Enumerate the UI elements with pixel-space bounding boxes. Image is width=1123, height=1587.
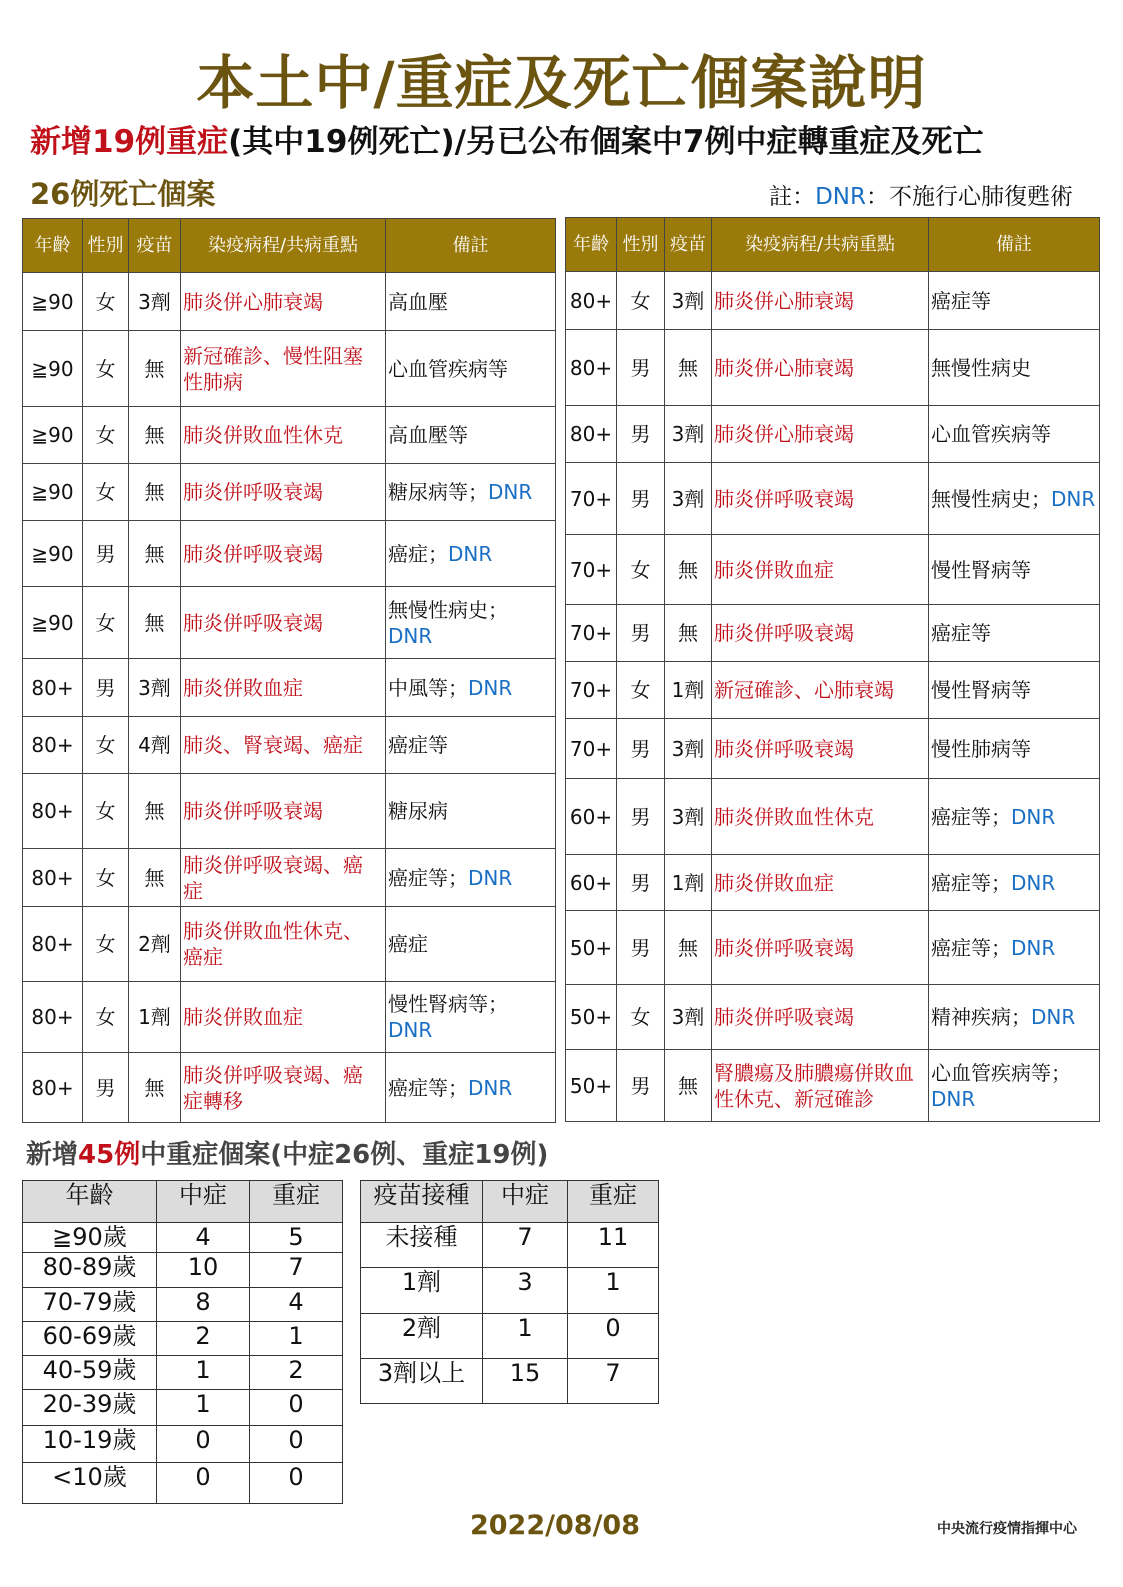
table-row xyxy=(566,1050,1100,1122)
table-row xyxy=(566,605,1100,662)
column-header: 性別 xyxy=(83,219,129,273)
course-cell: 肺炎併呼吸衰竭 xyxy=(712,911,929,985)
table-row xyxy=(23,464,556,521)
table-row xyxy=(566,779,1100,855)
sex-cell: 男 xyxy=(617,605,665,662)
remark-text: 精神疾病； xyxy=(931,1005,1031,1029)
count-cell: 11 xyxy=(568,1223,659,1268)
age-cell: 80+ xyxy=(23,659,83,717)
remark-text: 心血管疾病等 xyxy=(388,356,508,381)
course-cell: 肺炎併敗血性休克、癌症 xyxy=(181,907,386,982)
sex-cell: 女 xyxy=(617,662,665,719)
sex-cell: 男 xyxy=(617,463,665,535)
sex-cell: 女 xyxy=(617,272,665,330)
count-cell: 1 xyxy=(483,1314,568,1359)
sex-cell: 男 xyxy=(617,1050,665,1122)
sec-pre: 新增 xyxy=(26,1140,79,1170)
dnr-label: DNR xyxy=(1011,870,1056,895)
table-row xyxy=(566,985,1100,1050)
row-label: 60-69歲 xyxy=(23,1322,157,1356)
age-cell: ≧90 xyxy=(23,521,83,587)
column-header: 染疫病程/共病重點 xyxy=(181,219,386,273)
table-row xyxy=(23,1288,343,1322)
column-header: 重症 xyxy=(568,1181,659,1223)
remark-text: 癌症等； xyxy=(931,804,1011,829)
remark-cell xyxy=(929,406,1100,463)
sex-cell: 女 xyxy=(83,464,129,521)
column-header: 疫苗接種 xyxy=(361,1181,483,1223)
column-header: 染疫病程/共病重點 xyxy=(712,218,929,272)
sex-cell: 女 xyxy=(83,587,129,659)
age-table xyxy=(22,1180,343,1504)
dnr-label: DNR xyxy=(468,1075,513,1100)
count-cell: 0 xyxy=(250,1426,343,1463)
sex-cell: 男 xyxy=(617,911,665,985)
page-title: 本土中/重症及死亡個案說明 xyxy=(196,49,927,117)
age-cell: 60+ xyxy=(566,855,617,911)
course-cell: 肺炎併心肺衰竭 xyxy=(181,273,386,331)
remark-text: 中風等； xyxy=(388,675,468,700)
row-label: 20-39歲 xyxy=(23,1390,157,1426)
vaccine-cell: 3劑 xyxy=(665,985,712,1050)
age-cell: ≧90 xyxy=(23,464,83,521)
count-cell: 7 xyxy=(483,1223,568,1268)
sex-cell: 女 xyxy=(617,985,665,1050)
sex-cell: 男 xyxy=(617,855,665,911)
table-row xyxy=(23,1223,343,1253)
sex-cell: 女 xyxy=(83,407,129,464)
vaccine-cell: 1劑 xyxy=(665,662,712,719)
remark-text: 癌症等 xyxy=(931,621,991,645)
age-cell: ≧90 xyxy=(23,587,83,659)
remark-cell xyxy=(386,717,556,774)
row-label: 80-89歲 xyxy=(23,1253,157,1288)
remark-text: 糖尿病 xyxy=(388,799,448,823)
table-row xyxy=(566,855,1100,911)
remark-cell xyxy=(386,849,556,907)
vaccine-cell: 無 xyxy=(129,774,181,849)
course-cell: 肺炎併心肺衰竭 xyxy=(712,406,929,463)
age-cell: 70+ xyxy=(566,535,617,605)
column-header: 重症 xyxy=(250,1181,343,1223)
course-cell: 肺炎併敗血症 xyxy=(181,659,386,717)
count-cell: 15 xyxy=(483,1359,568,1404)
sex-cell: 女 xyxy=(83,849,129,907)
remark-text: 高血壓等 xyxy=(388,423,468,447)
course-cell: 肺炎併呼吸衰竭、癌症 xyxy=(181,849,386,907)
table-row xyxy=(23,717,556,774)
remark-cell xyxy=(386,273,556,331)
remark-cell xyxy=(929,985,1100,1050)
deaths-table-right xyxy=(565,217,1100,1122)
vaccine-cell: 無 xyxy=(129,1053,181,1123)
row-label: 2劑 xyxy=(361,1314,483,1359)
sec-post: 中重症個案(中症26例、重症19例) xyxy=(140,1140,549,1170)
date: 2022/08/08 xyxy=(469,1510,640,1541)
vaccine-cell: 無 xyxy=(129,464,181,521)
column-header: 備註 xyxy=(386,219,556,273)
table-row xyxy=(566,272,1100,330)
age-cell: ≧90 xyxy=(23,407,83,464)
age-cell: 60+ xyxy=(566,779,617,855)
sec-count: 45例 xyxy=(78,1140,141,1170)
table-row xyxy=(23,521,556,587)
table-row xyxy=(23,982,556,1053)
sex-cell: 女 xyxy=(617,535,665,605)
remark-cell xyxy=(929,855,1100,911)
table-row xyxy=(23,1322,343,1356)
sex-cell: 女 xyxy=(83,717,129,774)
age-cell: 50+ xyxy=(566,985,617,1050)
table-row xyxy=(23,1053,556,1123)
course-cell: 肺炎併敗血症 xyxy=(712,855,929,911)
remark-text: 無慢性病史； xyxy=(388,597,508,622)
table-row xyxy=(23,1253,343,1288)
vaccine-cell: 無 xyxy=(129,331,181,407)
count-cell: 10 xyxy=(157,1253,250,1288)
table-row xyxy=(566,330,1100,406)
table-row xyxy=(23,331,556,407)
remark-text: 無慢性病史 xyxy=(931,355,1031,380)
sex-cell: 男 xyxy=(83,521,129,587)
course-cell: 肺炎併敗血症 xyxy=(181,982,386,1053)
remark-cell xyxy=(386,464,556,521)
table-row xyxy=(361,1268,659,1314)
remark-cell xyxy=(386,907,556,982)
course-cell: 肺炎併心肺衰竭 xyxy=(712,272,929,330)
dnr-label: DNR xyxy=(388,1018,433,1042)
column-header: 中症 xyxy=(157,1181,250,1223)
remark-cell xyxy=(929,662,1100,719)
course-cell: 肺炎併呼吸衰竭 xyxy=(712,985,929,1050)
sex-cell: 男 xyxy=(83,1053,129,1123)
count-cell: 3 xyxy=(483,1268,568,1314)
count-cell: 0 xyxy=(157,1426,250,1463)
dnr-note xyxy=(769,178,1073,211)
vaccine-cell: 3劑 xyxy=(129,659,181,717)
deaths-table-left xyxy=(22,218,556,1123)
course-cell: 腎膿瘍及肺膿瘍併敗血性休克、新冠確診 xyxy=(712,1050,929,1122)
table-row xyxy=(566,406,1100,463)
vaccine-cell: 3劑 xyxy=(665,406,712,463)
count-cell: 8 xyxy=(157,1288,250,1322)
count-cell: 0 xyxy=(157,1463,250,1504)
table-row xyxy=(23,273,556,331)
remark-cell xyxy=(386,1053,556,1123)
sex-cell: 女 xyxy=(83,907,129,982)
row-label: 未接種 xyxy=(361,1223,483,1268)
count-cell: 0 xyxy=(250,1463,343,1504)
remark-text: 無慢性病史； xyxy=(931,486,1051,511)
remark-text: 心血管疾病等； xyxy=(931,1060,1071,1085)
vaccine-cell: 1劑 xyxy=(665,855,712,911)
remark-text: 癌症等； xyxy=(931,870,1011,895)
remark-cell xyxy=(386,982,556,1053)
course-cell: 肺炎併呼吸衰竭 xyxy=(181,587,386,659)
table-row xyxy=(23,407,556,464)
column-header: 備註 xyxy=(929,218,1100,272)
age-cell: 80+ xyxy=(23,774,83,849)
subtitle xyxy=(30,116,984,161)
table-row xyxy=(566,535,1100,605)
table-row xyxy=(23,1390,343,1426)
age-cell: 80+ xyxy=(23,849,83,907)
table-row xyxy=(566,463,1100,535)
table-row xyxy=(23,849,556,907)
count-cell: 1 xyxy=(568,1268,659,1314)
count-cell: 7 xyxy=(568,1359,659,1404)
age-cell: 80+ xyxy=(566,330,617,406)
count-cell: 2 xyxy=(250,1356,343,1390)
vaccine-cell: 無 xyxy=(129,521,181,587)
table-row xyxy=(566,662,1100,719)
vaccine-cell: 無 xyxy=(665,330,712,406)
table-row xyxy=(23,1356,343,1390)
age-cell: ≧90 xyxy=(23,331,83,407)
table-row xyxy=(361,1359,659,1404)
age-cell: 70+ xyxy=(566,463,617,535)
course-cell: 肺炎併呼吸衰竭、癌症轉移 xyxy=(181,1053,386,1123)
vaccine-cell: 無 xyxy=(129,407,181,464)
remark-text: 糖尿病等； xyxy=(388,480,488,504)
course-cell: 肺炎併敗血症 xyxy=(712,535,929,605)
course-cell: 肺炎併呼吸衰竭 xyxy=(712,463,929,535)
age-cell: 80+ xyxy=(566,272,617,330)
remark-text: 高血壓 xyxy=(388,289,448,314)
vaccine-cell: 3劑 xyxy=(665,719,712,779)
age-cell: 50+ xyxy=(566,1050,617,1122)
count-cell: 0 xyxy=(568,1314,659,1359)
table-row xyxy=(23,1463,343,1504)
table-row xyxy=(566,911,1100,985)
sex-cell: 女 xyxy=(83,273,129,331)
remark-text: 癌症等 xyxy=(931,288,991,313)
row-label: 40-59歲 xyxy=(23,1356,157,1390)
sex-cell: 男 xyxy=(617,406,665,463)
count-cell: 4 xyxy=(250,1288,343,1322)
deaths-heading: 26例死亡個案 xyxy=(30,177,216,211)
vaccine-cell: 無 xyxy=(665,1050,712,1122)
age-cell: ≧90 xyxy=(23,273,83,331)
dnr-label: DNR xyxy=(1011,935,1056,960)
row-label: 70-79歲 xyxy=(23,1288,157,1322)
vaccine-cell: 無 xyxy=(665,911,712,985)
remark-text: 癌症等； xyxy=(931,935,1011,960)
column-header: 年齡 xyxy=(566,218,617,272)
vaccine-cell: 無 xyxy=(665,535,712,605)
remark-cell xyxy=(929,911,1100,985)
sex-cell: 女 xyxy=(83,331,129,407)
column-header: 疫苗 xyxy=(665,218,712,272)
row-label: 3劑以上 xyxy=(361,1359,483,1404)
age-cell: 80+ xyxy=(23,907,83,982)
vaccine-cell: 2劑 xyxy=(129,907,181,982)
count-cell: 5 xyxy=(250,1223,343,1253)
age-cell: 80+ xyxy=(566,406,617,463)
table-row xyxy=(361,1314,659,1359)
count-cell: 4 xyxy=(157,1223,250,1253)
remark-cell xyxy=(929,535,1100,605)
dnr-label: DNR xyxy=(468,865,513,890)
age-cell: 80+ xyxy=(23,1053,83,1123)
vaccine-cell: 3劑 xyxy=(665,779,712,855)
note-dnr: DNR xyxy=(815,184,866,210)
age-cell: 70+ xyxy=(566,719,617,779)
vaccine-table xyxy=(360,1180,659,1404)
remark-cell xyxy=(386,774,556,849)
course-cell: 肺炎併敗血性休克 xyxy=(181,407,386,464)
course-cell: 新冠確診、慢性阻塞性肺病 xyxy=(181,331,386,407)
age-cell: 80+ xyxy=(23,982,83,1053)
sex-cell: 女 xyxy=(83,982,129,1053)
remark-cell xyxy=(929,1050,1100,1122)
remark-text: 慢性腎病等； xyxy=(388,992,508,1016)
remark-text: 癌症； xyxy=(388,541,448,566)
remark-text: 癌症等； xyxy=(388,1075,468,1100)
remark-cell xyxy=(386,521,556,587)
dnr-label: DNR xyxy=(1051,486,1096,511)
age-cell: 80+ xyxy=(23,717,83,774)
dnr-label: DNR xyxy=(388,623,433,648)
row-label: <10歲 xyxy=(23,1463,157,1504)
remark-cell xyxy=(929,605,1100,662)
remark-cell xyxy=(386,407,556,464)
table-row xyxy=(566,719,1100,779)
count-cell: 0 xyxy=(250,1390,343,1426)
count-cell: 7 xyxy=(250,1253,343,1288)
age-cell: 70+ xyxy=(566,605,617,662)
dnr-label: DNR xyxy=(931,1086,976,1111)
course-cell: 肺炎、腎衰竭、癌症 xyxy=(181,717,386,774)
column-header: 性別 xyxy=(617,218,665,272)
table-row xyxy=(361,1223,659,1268)
vaccine-cell: 無 xyxy=(129,849,181,907)
course-cell: 肺炎併呼吸衰竭 xyxy=(181,774,386,849)
vaccine-cell: 1劑 xyxy=(129,982,181,1053)
vaccine-cell: 3劑 xyxy=(665,463,712,535)
row-label: 10-19歲 xyxy=(23,1426,157,1463)
age-cell: 70+ xyxy=(566,662,617,719)
count-cell: 1 xyxy=(250,1322,343,1356)
course-cell: 肺炎併呼吸衰竭 xyxy=(181,521,386,587)
column-header: 中症 xyxy=(483,1181,568,1223)
remark-cell xyxy=(929,330,1100,406)
course-cell: 肺炎併呼吸衰竭 xyxy=(712,719,929,779)
sex-cell: 男 xyxy=(617,779,665,855)
dnr-label: DNR xyxy=(1031,1005,1076,1029)
note-text: ：不施行心肺復甦術 xyxy=(866,184,1073,210)
course-cell: 肺炎併敗血性休克 xyxy=(712,779,929,855)
vaccine-cell: 無 xyxy=(665,605,712,662)
column-header: 疫苗 xyxy=(129,219,181,273)
sex-cell: 男 xyxy=(617,330,665,406)
course-cell: 新冠確診、心肺衰竭 xyxy=(712,662,929,719)
remark-cell xyxy=(386,659,556,717)
dnr-label: DNR xyxy=(1011,804,1056,829)
remark-text: 慢性腎病等 xyxy=(931,678,1031,702)
count-cell: 2 xyxy=(157,1322,250,1356)
sex-cell: 男 xyxy=(83,659,129,717)
remark-text: 慢性肺病等 xyxy=(931,736,1031,761)
remark-cell xyxy=(929,779,1100,855)
remark-text: 癌症 xyxy=(388,932,428,956)
vaccine-cell: 3劑 xyxy=(665,272,712,330)
remark-text: 心血管疾病等 xyxy=(931,422,1051,446)
remark-cell xyxy=(929,463,1100,535)
dnr-label: DNR xyxy=(488,480,533,504)
table-row xyxy=(23,659,556,717)
column-header: 年齡 xyxy=(23,219,83,273)
remark-cell xyxy=(929,719,1100,779)
dnr-label: DNR xyxy=(448,541,493,566)
remark-text: 癌症等 xyxy=(388,733,448,757)
table-row xyxy=(23,587,556,659)
remark-cell xyxy=(386,331,556,407)
course-cell: 肺炎併呼吸衰竭 xyxy=(712,605,929,662)
table-row xyxy=(23,774,556,849)
table-row xyxy=(23,1426,343,1463)
remark-cell xyxy=(386,587,556,659)
course-cell: 肺炎併心肺衰竭 xyxy=(712,330,929,406)
vaccine-cell: 3劑 xyxy=(129,273,181,331)
row-label: ≧90歲 xyxy=(23,1223,157,1253)
section-heading-cases xyxy=(26,1134,548,1171)
subtitle-rest: (其中19例死亡)/另已公布個案中7例中症轉重症及死亡 xyxy=(228,124,984,160)
organization: 中央流行疫情指揮中心 xyxy=(937,1521,1077,1537)
subtitle-highlight: 新增19例重症 xyxy=(30,124,229,160)
remark-cell xyxy=(929,272,1100,330)
sex-cell: 男 xyxy=(617,719,665,779)
note-prefix: 註： xyxy=(769,184,816,210)
count-cell: 1 xyxy=(157,1390,250,1426)
remark-text: 癌症等； xyxy=(388,865,468,890)
column-header: 年齡 xyxy=(23,1181,157,1223)
course-cell: 肺炎併呼吸衰竭 xyxy=(181,464,386,521)
table-row xyxy=(23,907,556,982)
sex-cell: 女 xyxy=(83,774,129,849)
vaccine-cell: 4劑 xyxy=(129,717,181,774)
count-cell: 1 xyxy=(157,1356,250,1390)
remark-text: 慢性腎病等 xyxy=(931,557,1031,582)
dnr-label: DNR xyxy=(468,675,513,700)
row-label: 1劑 xyxy=(361,1268,483,1314)
vaccine-cell: 無 xyxy=(129,587,181,659)
age-cell: 50+ xyxy=(566,911,617,985)
